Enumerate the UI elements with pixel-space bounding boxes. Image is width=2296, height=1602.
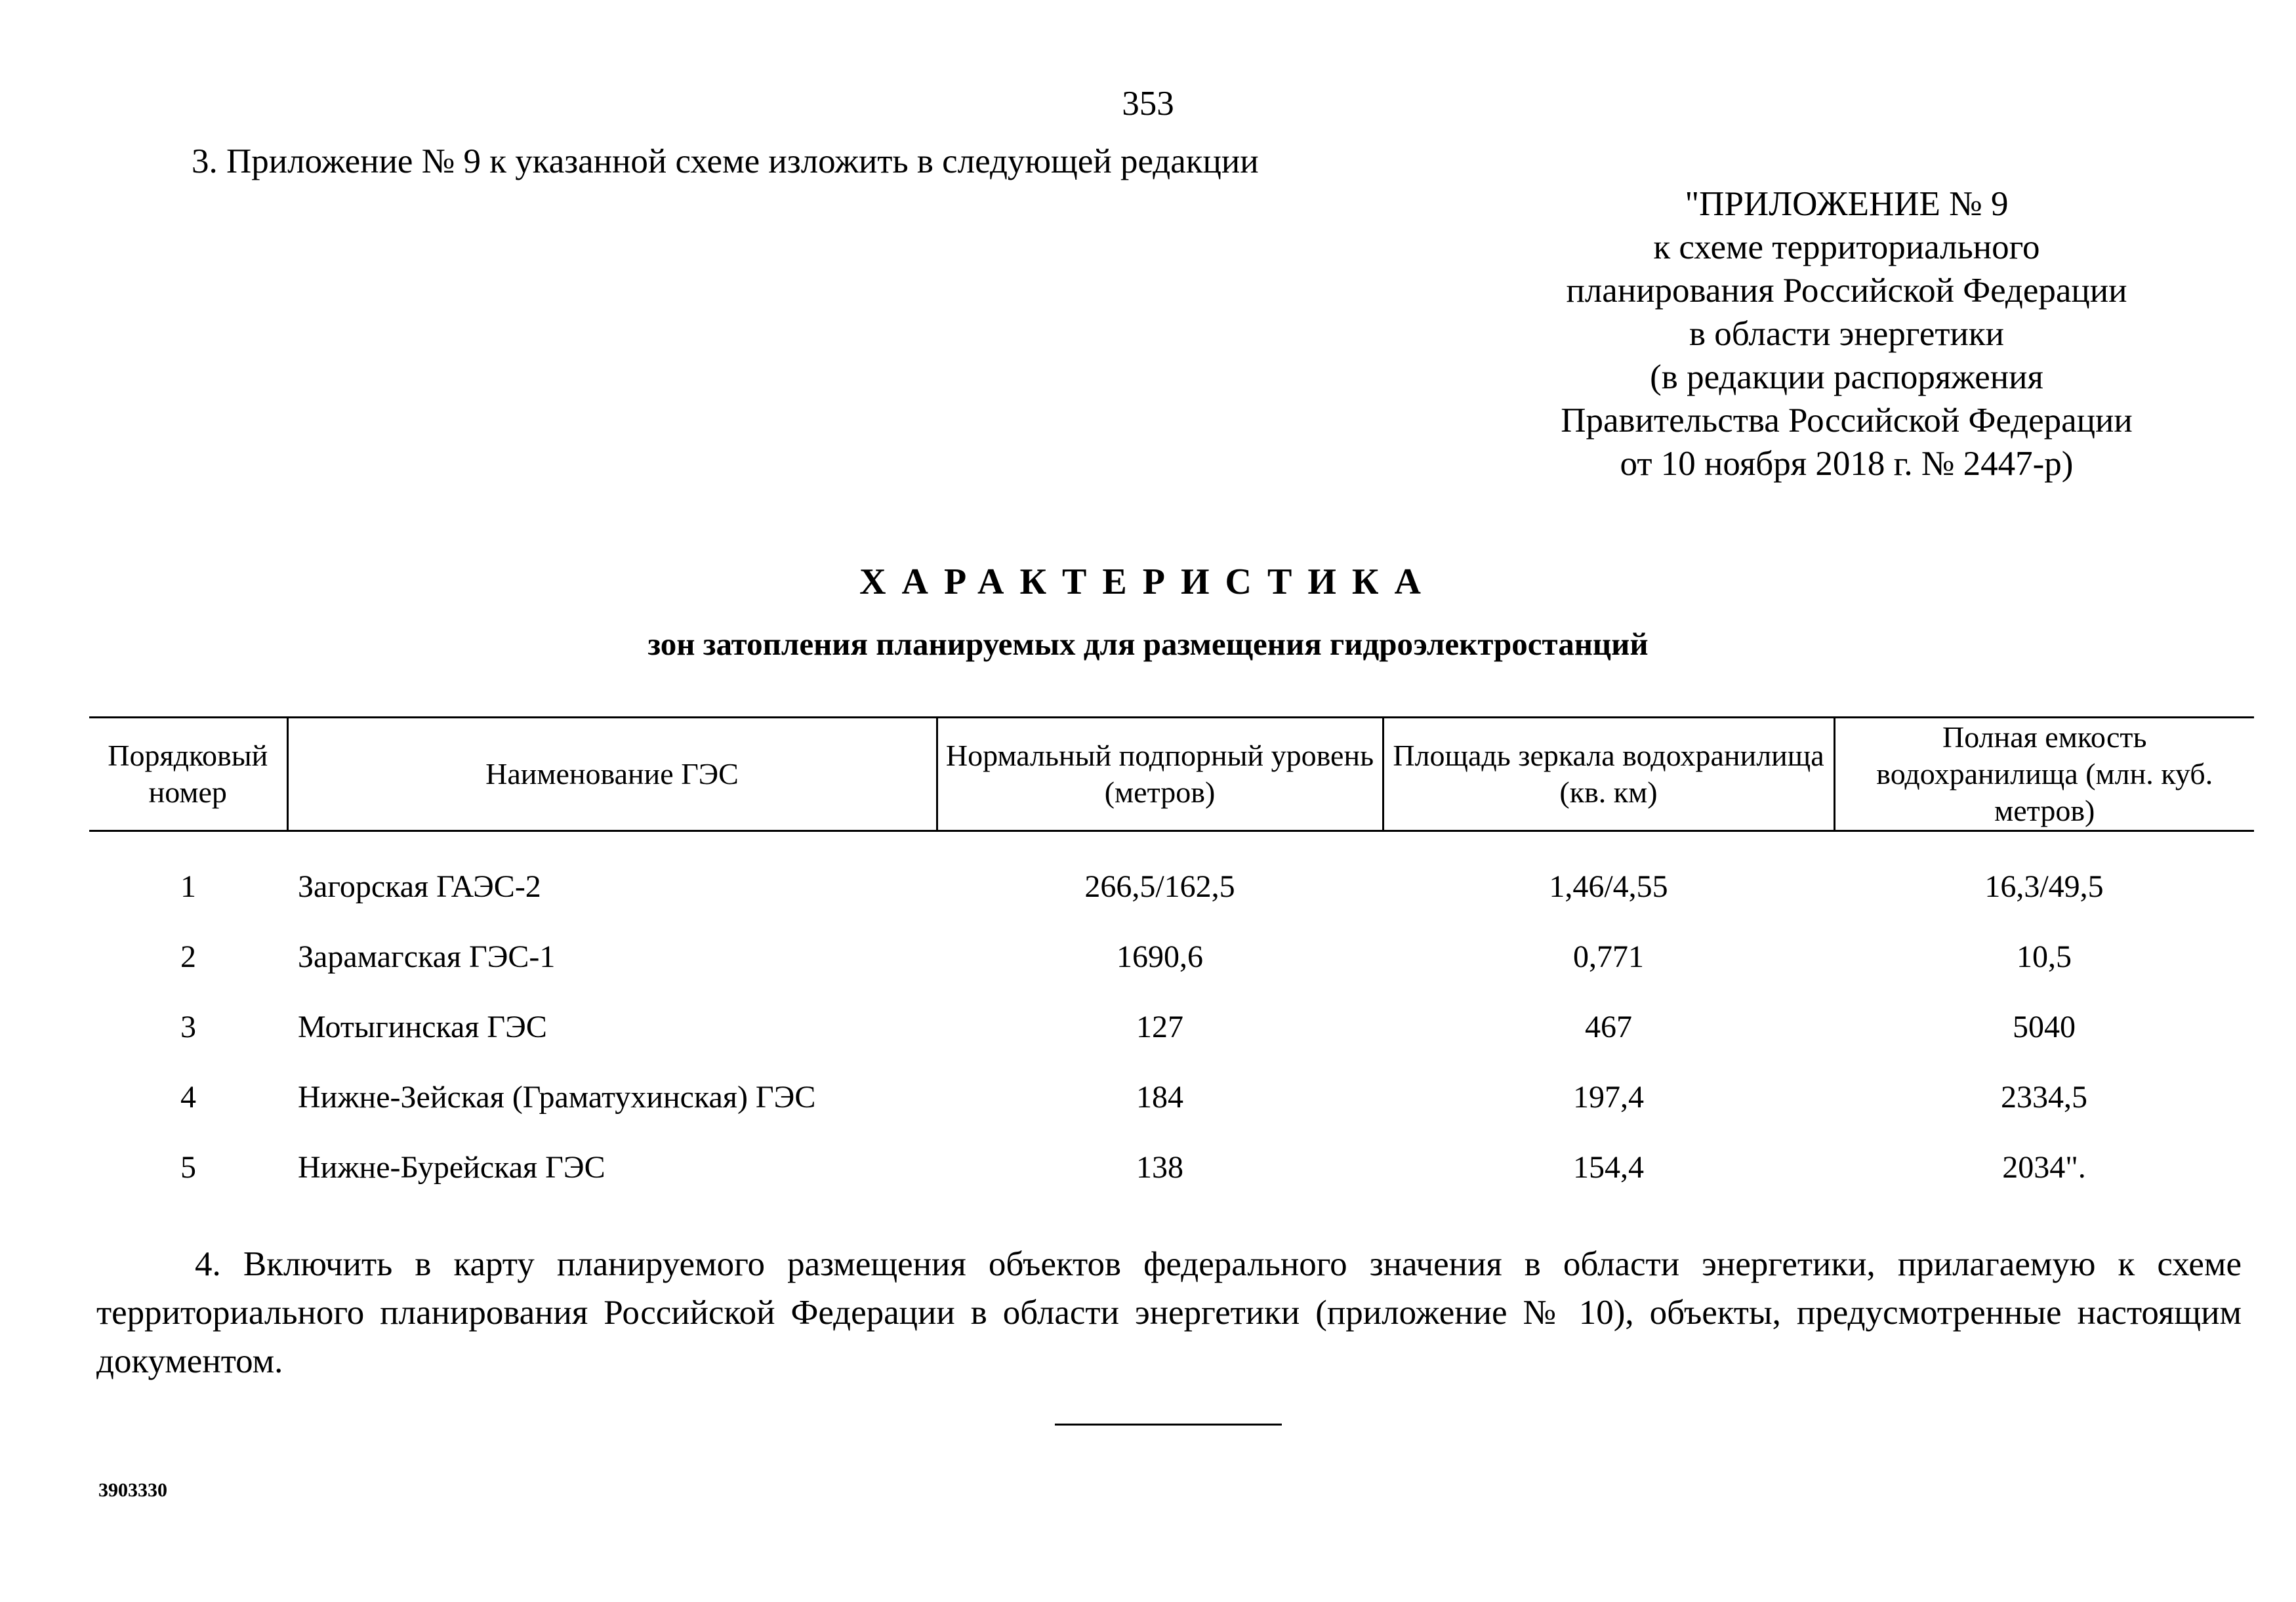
cell-station-name: Загорская ГАЭС-2 — [298, 869, 541, 904]
header-total-capacity: Полная емкость водохранилища (млн. куб. метров) — [1834, 718, 2254, 831]
cell-order-number: 4 — [180, 1079, 196, 1115]
table-row — [89, 992, 2254, 1062]
header-normal-level: Нормальный подпорный уровень (метров) — [937, 718, 1383, 831]
cell-order-number: 3 — [180, 1009, 196, 1044]
appendix-header-line: "ПРИЛОЖЕНИЕ № 9 — [1685, 185, 2009, 223]
cell-total-capacity: 5040 — [2013, 1009, 2076, 1044]
page-number: 353 — [1122, 85, 1174, 123]
cell-normal-level: 127 — [1136, 1009, 1183, 1044]
appendix-header-line: планирования Российской Федерации — [1566, 272, 2127, 310]
end-divider — [1055, 1424, 1282, 1426]
table-row — [89, 1132, 2254, 1202]
cell-surface-area: 154,4 — [1573, 1149, 1644, 1185]
cell-station-name: Зарамагская ГЭС-1 — [298, 939, 556, 974]
cell-surface-area: 0,771 — [1573, 939, 1644, 974]
cell-total-capacity: 2334,5 — [2001, 1079, 2087, 1115]
cell-station-name: Мотыгинская ГЭС — [298, 1009, 547, 1044]
cell-surface-area: 197,4 — [1573, 1079, 1644, 1115]
cell-order-number: 5 — [180, 1149, 196, 1185]
table-row — [89, 922, 2254, 992]
cell-station-name: Нижне-Зейская (Граматухинская) ГЭС — [298, 1079, 816, 1115]
appendix-header-line: в области энергетики — [1689, 315, 2005, 353]
flood-zones-table — [89, 716, 2254, 1202]
document-subtitle: зон затопления планируемых для размещения гидроэлектростанций — [647, 626, 1649, 662]
header-order-number: Порядковый номер — [89, 718, 287, 831]
cell-surface-area: 1,46/4,55 — [1549, 869, 1668, 904]
cell-surface-area: 467 — [1585, 1009, 1632, 1044]
cell-normal-level: 1690,6 — [1117, 939, 1203, 974]
appendix-header-line: от 10 ноября 2018 г. № 2447-р) — [1620, 445, 2074, 483]
cell-station-name: Нижне-Бурейская ГЭС — [298, 1149, 605, 1185]
cell-total-capacity: 2034". — [2002, 1149, 2086, 1185]
item-3-paragraph: 3. Приложение № 9 к указанной схеме изложить в следующей редакции — [192, 142, 1259, 180]
cell-normal-level: 184 — [1136, 1079, 1183, 1115]
cell-total-capacity: 16,3/49,5 — [1984, 869, 2104, 904]
cell-normal-level: 138 — [1136, 1149, 1183, 1185]
appendix-header-line: к схеме территориального — [1653, 228, 2040, 266]
appendix-header-line: (в редакции распоряжения — [1650, 358, 2043, 396]
cell-order-number: 1 — [180, 869, 196, 904]
cell-normal-level: 266,5/162,5 — [1084, 869, 1235, 904]
cell-total-capacity: 10,5 — [2017, 939, 2072, 974]
header-surface-area: Площадь зеркала водохранилища (кв. км) — [1383, 718, 1834, 831]
item-4-paragraph: 4. Включить в карту планируемого размещения объектов федерального значения в области энергетики, прилагаемую к схеме территориального планирования Российской Федерации в области энергетики (приложение № 10), объекты, предусмотренные настоящим документом. — [96, 1245, 2242, 1380]
appendix-header — [1483, 182, 2211, 485]
table-row — [89, 1062, 2254, 1132]
document-title: ХАРАКТЕРИСТИКА — [859, 562, 1437, 602]
header-station-name: Наименование ГЭС — [287, 718, 937, 831]
document-code: 3903330 — [98, 1479, 167, 1501]
table-header-row — [89, 718, 2254, 831]
cell-order-number: 2 — [180, 939, 196, 974]
table-row — [89, 831, 2254, 922]
appendix-header-line: Правительства Российской Федерации — [1561, 401, 2133, 440]
